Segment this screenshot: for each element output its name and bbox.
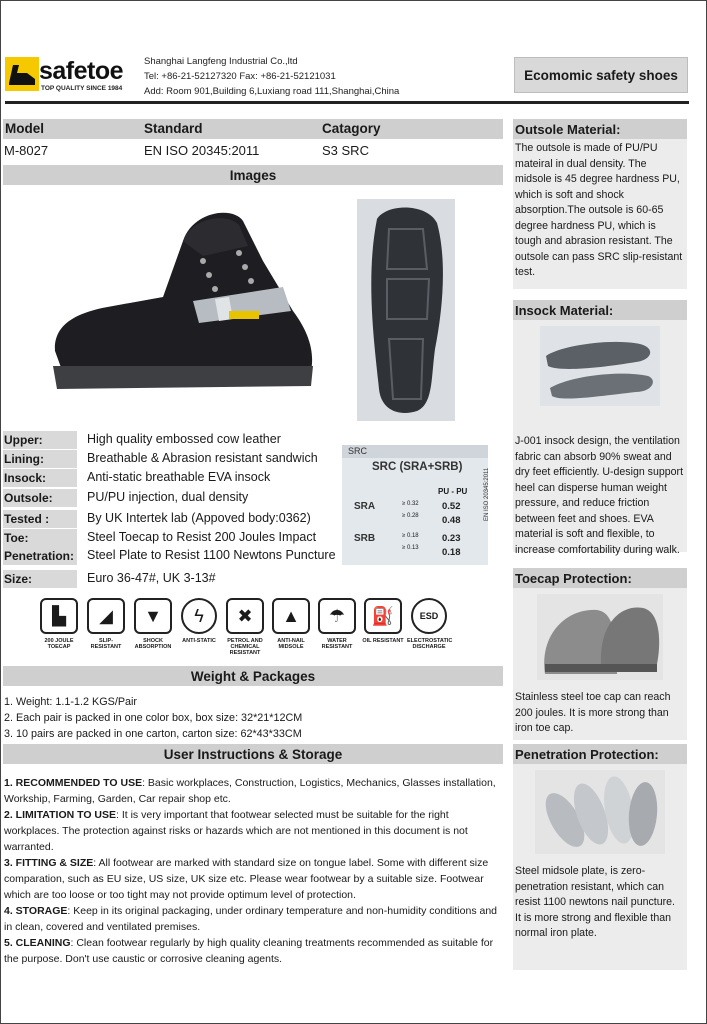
- src-row-label: SRA: [354, 501, 376, 512]
- esd-glyph: ESD: [411, 598, 447, 634]
- weight-header-bar: [3, 666, 503, 686]
- penetration-protection-title: Penetration Protection:: [513, 744, 687, 764]
- weight-list: [4, 694, 302, 742]
- shock-absorption-icon: [131, 598, 175, 650]
- water-resistant-icon: [315, 598, 359, 650]
- instruction-item: [4, 855, 500, 903]
- instruction-heading: 4. STORAGE: [4, 905, 68, 917]
- spec-value: High quality embossed cow leather: [87, 432, 281, 446]
- feature-caption: ANTI-STATIC: [182, 638, 216, 644]
- spec-row-toe: [3, 529, 333, 547]
- spec-value: Steel Toecap to Resist 200 Joules Impact: [87, 530, 317, 544]
- src-limit: ≥ 0.28: [402, 513, 419, 519]
- src-value: 0.18: [442, 547, 461, 558]
- company-info: [144, 54, 399, 99]
- outsole-material-panel: [513, 119, 687, 289]
- spec-row-lining: [3, 450, 333, 468]
- standard-label: Standard: [144, 121, 203, 136]
- src-table-header: SRC: [342, 445, 488, 458]
- src-row-sra: [346, 499, 484, 525]
- feature-caption: PETROL AND CHEMICAL RESISTANT: [227, 638, 263, 656]
- document-title: Ecomomic safety shoes: [514, 57, 688, 93]
- src-value: 0.48: [442, 515, 461, 526]
- instructions-title: User Instructions & Storage: [163, 746, 343, 762]
- toecap-protection-panel: [513, 568, 687, 740]
- instruction-text: : Basic workplaces, Construction, Logistics, Mechanics, Glasses installation, Workship, Farming, Garden, Car repair shop etc.: [4, 777, 496, 805]
- src-limit: ≥ 0.32: [402, 501, 419, 507]
- spec-label: Lining:: [3, 450, 77, 468]
- feature-caption: ANTI-NAIL MIDSOLE: [277, 638, 305, 650]
- spec-label: Upper:: [3, 431, 77, 449]
- src-row-srb: [346, 531, 484, 557]
- feature-caption: OIL RESISTANT: [362, 638, 404, 644]
- src-value: 0.23: [442, 533, 461, 544]
- instruction-item: [4, 807, 500, 855]
- feature-caption: SHOCK ABSORPTION: [134, 638, 172, 650]
- spec-label: Tested :: [3, 510, 77, 528]
- spec-row-insock: [3, 469, 333, 487]
- oil-resistant-icon: [361, 598, 405, 644]
- src-limit: ≥ 0.18: [402, 533, 419, 539]
- spec-row-size: [3, 570, 333, 588]
- instructions-header-bar: [3, 744, 503, 764]
- toecap-protection-text: Stainless steel toe cap can reach 200 joules. It is more strong than iron toe cap.: [515, 691, 671, 734]
- header-divider: [5, 101, 689, 104]
- anti-static-glyph: ϟ: [181, 598, 217, 634]
- weight-item: 3. 10 pairs are packed in one carton, carton size: 62*43*33CM: [4, 728, 302, 740]
- weight-item: 2. Each pair is packed in one color box, box size: 32*21*12CM: [4, 712, 303, 724]
- penetration-protection-panel: [513, 744, 687, 970]
- anti-nail-glyph: ▲: [272, 598, 310, 634]
- petrol-chemical-icon: [223, 598, 267, 656]
- src-row-label: SRB: [354, 533, 376, 544]
- penetration-protection-text: Steel midsole plate, is zero-penetration resistant, which can resist 1100 newtons nail puncture. It is more strong and flexible than normal iron plate.: [515, 865, 675, 939]
- instruction-heading: 1. RECOMMENDED TO USE: [4, 777, 143, 789]
- midsole-plate-image: [535, 770, 665, 854]
- company-address: Add: Room 901,Building 6,Luxiang road 111,Shanghai,China: [144, 86, 400, 97]
- spec-row-tested: [3, 510, 333, 528]
- instruction-text: : Clean footwear regularly by high quality cleaning treatments recommended as suitable for the purpose. Don't use caustic or corrosive cleaning agents.: [4, 937, 494, 965]
- insock-material-text: J-001 insock design, the ventilation fabric can absorb 90% sweat and dry feet efficiently. U-design support heel can disperse human weight pressure, and reduce friction between feet and shoes. EVA material is soft and flexible, to increase comfortability during walk.: [515, 435, 684, 556]
- instruction-item: [4, 935, 500, 967]
- weight-item: 1. Weight: 1.1-1.2 KGS/Pair: [4, 696, 138, 708]
- outsole-image: [357, 199, 455, 421]
- images-label: Images: [229, 167, 277, 183]
- feature-caption: WATER RESISTANT: [321, 638, 353, 650]
- spec-value: By UK Intertek lab (Appoved body:0362): [87, 511, 311, 525]
- src-side-label: EN ISO 20345:2011: [484, 467, 490, 521]
- spec-value: PU/PU injection, dual density: [87, 490, 249, 504]
- src-column-head: PU - PU: [438, 487, 468, 496]
- model-value: M-8027: [4, 143, 49, 158]
- oil-glyph: ⛽: [364, 598, 402, 634]
- anti-nail-icon: [269, 598, 313, 650]
- outsole-material-title: Outsole Material:: [513, 119, 687, 139]
- spec-row-penetration: [3, 547, 336, 565]
- toecap-image: [537, 594, 663, 680]
- spec-label: Toe:: [3, 529, 77, 547]
- instruction-text: : All footwear are marked with standard size on tongue label. Some with different size comparation, such as EU size, US size, UK size etc. Please wear footwear by a suitable size. Footwear which are too loose or too tight may not provide optimum level of protection.: [4, 857, 489, 901]
- slip-resistant-icon: [84, 598, 128, 650]
- src-limit: ≥ 0.13: [402, 545, 419, 551]
- spec-value: Steel Plate to Resist 1100 Newtons Puncture: [87, 548, 336, 562]
- safetoe-logo: [5, 57, 133, 97]
- water-glyph: ☂: [318, 598, 356, 634]
- instruction-item: [4, 775, 500, 807]
- slip-glyph: ◢: [87, 598, 125, 634]
- src-table-title: SRC (SRA+SRB): [372, 461, 463, 473]
- anti-static-icon: [177, 598, 221, 644]
- instruction-text: : Keep in its original packaging, under ordinary temperature and non-humidity conditions and in clean, covered and ventilated premises.: [4, 905, 497, 933]
- instruction-heading: 3. FITTING & SIZE: [4, 857, 94, 869]
- esd-icon: [407, 598, 451, 650]
- outsole-material-text: The outsole is made of PU/PU mateiral in dual density. The midsole is 45 degree hardness PU, which is soft and shock absorption.The outsole is 60-65 degree hardness PU, which is tough and abrasion resistant. The outsole can pass SRC slip-resistant test.: [515, 142, 683, 278]
- spec-label: Penetration:: [3, 547, 77, 565]
- spec-row-upper: [3, 431, 333, 449]
- instruction-heading: 2. LIMITATION TO USE: [4, 809, 117, 821]
- standard-value: EN ISO 20345:2011: [144, 143, 260, 158]
- spec-label: Insock:: [3, 469, 77, 487]
- company-contact: Tel: +86-21-52127320 Fax: +86-21-52121031: [144, 71, 336, 82]
- spec-label: Size:: [3, 570, 77, 588]
- spec-value: Euro 36-47#, UK 3-13#: [87, 571, 216, 585]
- feature-icons: [37, 598, 457, 658]
- spec-row-outsole: [3, 489, 333, 507]
- boot-image: [43, 201, 323, 401]
- instruction-text: : It is very important that footwear selected must be suitable for the right workplaces. The protection against risks or hazards which are not mentioned in this document is not warranted.: [4, 809, 468, 853]
- safetoe-logo-icon: [5, 57, 39, 91]
- shock-glyph: ▼: [134, 598, 172, 634]
- logo-wordmark: safetoe: [39, 57, 124, 85]
- outsole-drawing: [357, 199, 455, 421]
- spec-label: Outsole:: [3, 489, 77, 507]
- spec-value: Anti-static breathable EVA insock: [87, 470, 271, 484]
- toecap-glyph: ▙: [40, 598, 78, 634]
- toecap-icon: [37, 598, 81, 650]
- src-rating-table: [342, 445, 488, 565]
- insock-material-title: Insock Material:: [513, 300, 687, 320]
- weight-title: Weight & Packages: [190, 668, 316, 684]
- instruction-item: [4, 903, 500, 935]
- spec-value: Breathable & Abrasion resistant sandwich: [87, 451, 318, 465]
- feature-caption: ELECTROSTATIC DISCHARGE: [407, 638, 453, 650]
- insock-material-panel: [513, 300, 687, 556]
- toecap-protection-title: Toecap Protection:: [513, 568, 687, 588]
- images-header-bar: [3, 165, 503, 185]
- model-label: Model: [5, 121, 44, 136]
- instructions-list: [4, 775, 500, 967]
- instruction-heading: 5. CLEANING: [4, 937, 71, 949]
- petrol-glyph: ✖: [226, 598, 264, 634]
- feature-caption: SLIP-RESISTANT: [90, 638, 122, 650]
- feature-caption: 200 JOULE TOECAP: [44, 638, 74, 650]
- insock-image: [540, 326, 660, 406]
- company-name: Shanghai Langfeng Industrial Co.,ltd: [144, 56, 298, 67]
- model-header-bar: [3, 119, 503, 139]
- category-value: S3 SRC: [322, 143, 369, 158]
- src-value: 0.52: [442, 501, 461, 512]
- logo-tagline: TOP QUALITY SINCE 1984: [41, 85, 123, 92]
- category-label: Catagory: [322, 121, 381, 136]
